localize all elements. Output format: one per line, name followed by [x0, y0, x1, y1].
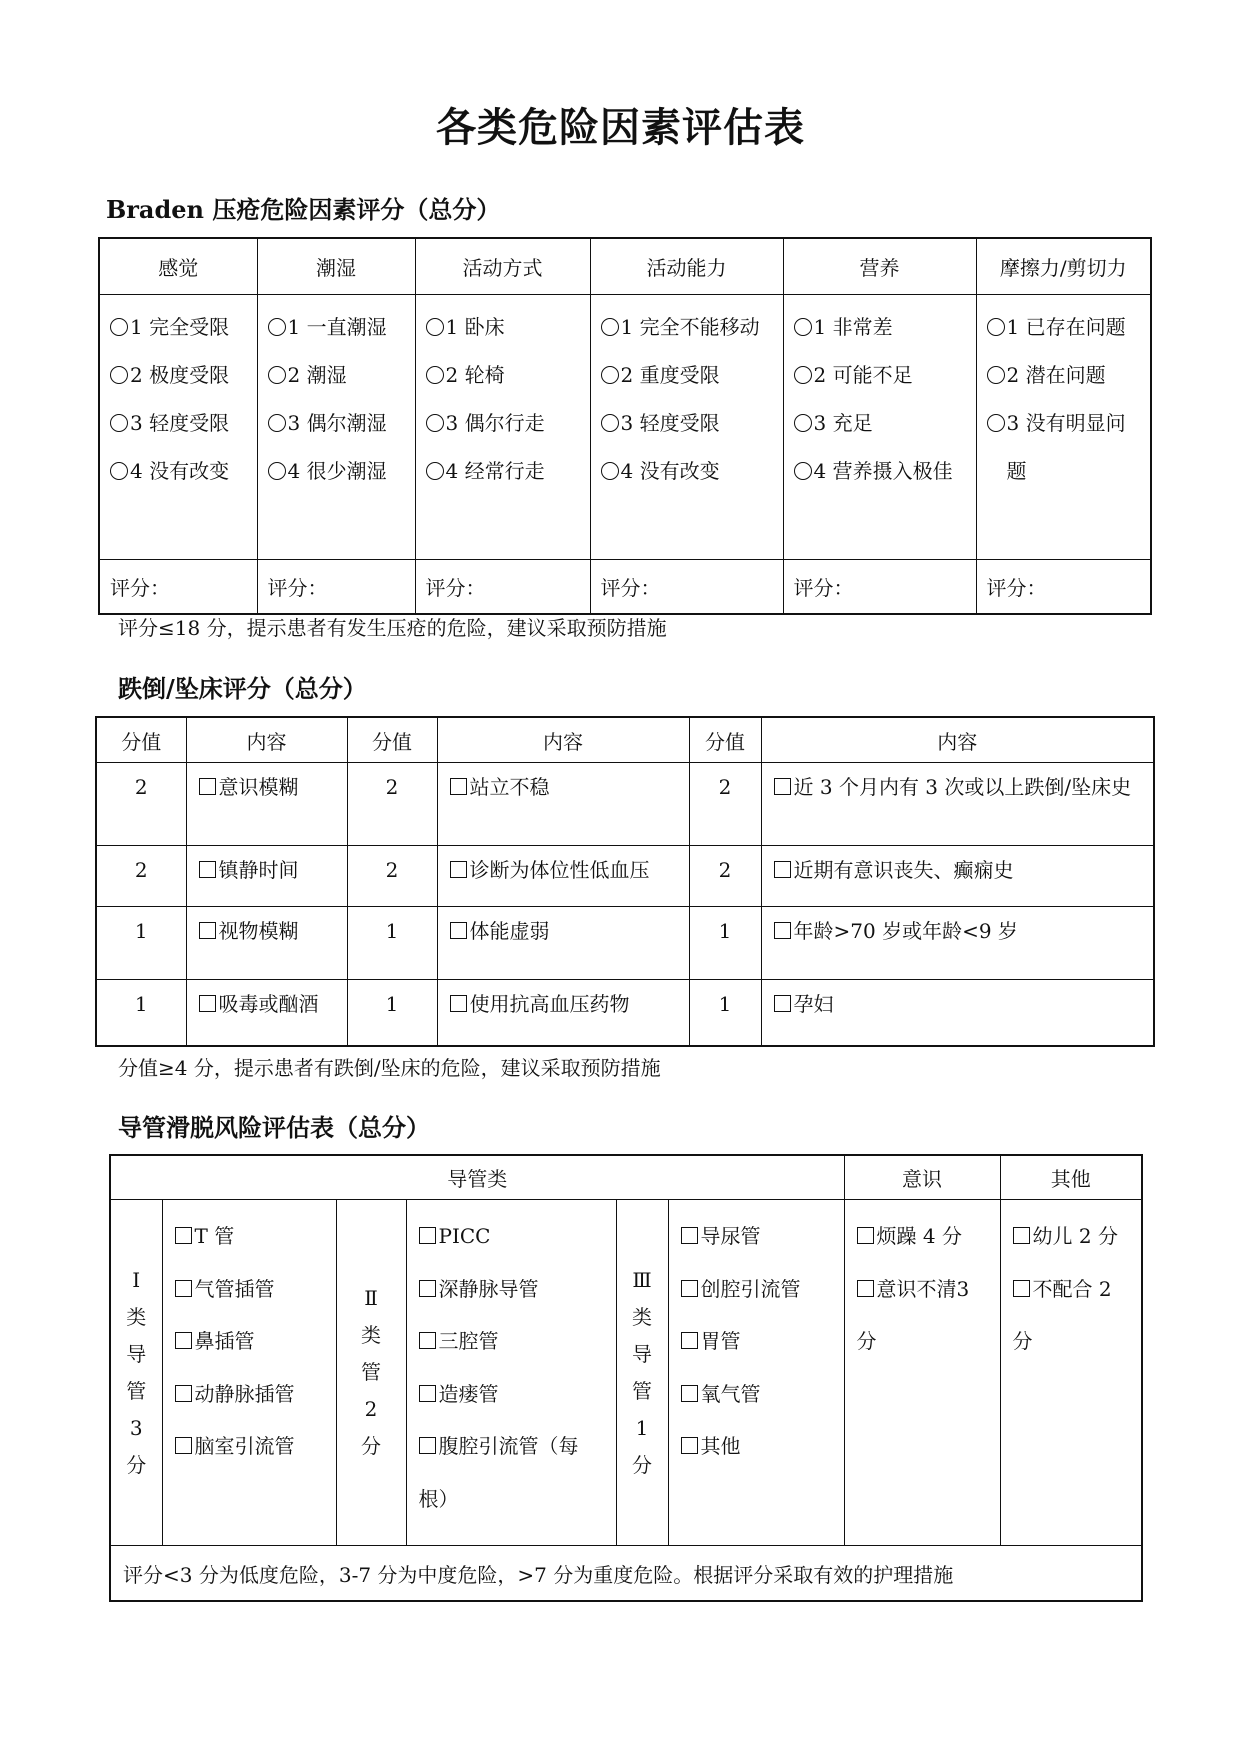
checkbox-label: 创腔引流管 — [700, 1276, 801, 1301]
checkbox-label: T 管 — [194, 1224, 235, 1248]
catheter-header-row — [110, 1155, 1142, 1200]
checkbox-item[interactable] — [437, 846, 689, 907]
score-value: 1 — [96, 980, 186, 1046]
checkbox-icon — [419, 1385, 436, 1402]
checkbox-item[interactable] — [437, 980, 689, 1046]
braden-note: 评分≤18 分，提示患者有发生压疮的危险，建议采取预防措施 — [118, 616, 667, 640]
score-value: 2 — [96, 763, 186, 846]
radio-circle-icon — [794, 366, 812, 384]
checkbox-icon — [450, 778, 467, 795]
option-label: 2 重度受限 — [620, 363, 720, 387]
radio-circle-icon — [268, 366, 286, 384]
checkbox-item[interactable] — [761, 846, 1154, 907]
checkbox-item[interactable] — [681, 1368, 836, 1421]
checkbox-label: 烦躁 4 分 — [876, 1224, 962, 1248]
braden-options-row — [99, 295, 1151, 560]
option-label: 1 一直潮湿 — [287, 315, 387, 339]
checkbox-item[interactable] — [419, 1210, 608, 1263]
checkbox-label: 造瘘管 — [438, 1381, 499, 1406]
checkbox-icon — [419, 1332, 436, 1349]
class2-items — [406, 1200, 616, 1546]
radio-option[interactable] — [268, 351, 407, 399]
checkbox-label: 意识不清3 分 — [856, 1276, 970, 1353]
option-label: 2 可能不足 — [813, 363, 913, 387]
score-value: 1 — [689, 980, 761, 1046]
radio-circle-icon — [794, 462, 812, 480]
option-label: 4 没有改变 — [620, 459, 720, 483]
checkbox-icon — [419, 1227, 436, 1244]
radio-option[interactable] — [110, 351, 249, 399]
checkbox-item[interactable] — [175, 1263, 328, 1316]
radio-option[interactable] — [426, 399, 582, 447]
checkbox-item[interactable] — [681, 1210, 836, 1263]
catheter-header-consciousness: 意识 — [844, 1155, 1000, 1200]
fall-table — [95, 716, 1155, 1047]
fall-header-row — [96, 717, 1154, 763]
radio-circle-icon — [601, 318, 619, 336]
braden-table — [98, 237, 1152, 615]
radio-option[interactable] — [987, 351, 1143, 399]
checkbox-icon — [774, 778, 791, 795]
checkbox-icon — [774, 922, 791, 939]
radio-option[interactable] — [794, 351, 968, 399]
checkbox-label: 三腔管 — [438, 1329, 499, 1353]
option-label: 4 没有改变 — [130, 459, 230, 483]
option-label: 1 卧床 — [445, 315, 505, 339]
score-value: 1 — [96, 907, 186, 980]
score-value: 2 — [96, 846, 186, 907]
radio-option[interactable] — [794, 399, 968, 447]
fall-header-score: 分值 — [96, 717, 186, 763]
radio-option[interactable] — [601, 447, 775, 495]
class2-label: Ⅱ 类 管 2 分 — [336, 1200, 406, 1546]
checkbox-icon — [681, 1280, 698, 1297]
checkbox-item[interactable] — [186, 907, 347, 980]
checkbox-item[interactable] — [419, 1420, 608, 1525]
checkbox-label: 年龄>70 岁或年龄<9 岁 — [793, 919, 1018, 943]
radio-circle-icon — [268, 318, 286, 336]
checkbox-label: 使用抗高血压药物 — [469, 992, 630, 1016]
checkbox-icon — [175, 1385, 192, 1402]
option-label: 4 营养摄入极佳 — [813, 459, 953, 483]
score-field[interactable]: 评分： — [783, 560, 976, 615]
radio-circle-icon — [794, 414, 812, 432]
checkbox-label: 近期有意识丧失、癫痫史 — [793, 858, 1014, 882]
radio-circle-icon — [987, 414, 1005, 432]
radio-circle-icon — [268, 414, 286, 432]
checkbox-item[interactable] — [681, 1420, 836, 1473]
checkbox-item[interactable] — [761, 980, 1154, 1046]
score-field[interactable]: 评分： — [976, 560, 1151, 615]
option-label: 1 已存在问题 — [1006, 315, 1126, 339]
checkbox-icon — [199, 861, 216, 878]
checkbox-label: 气管插管 — [194, 1276, 275, 1301]
option-label: 3 没有明显问题 — [1006, 411, 1126, 483]
option-label: 2 潮湿 — [287, 363, 347, 387]
table-row — [96, 907, 1154, 980]
option-label: 1 非常差 — [813, 315, 893, 339]
checkbox-icon — [857, 1280, 874, 1297]
radio-circle-icon — [601, 462, 619, 480]
option-label: 4 很少潮湿 — [287, 459, 387, 483]
checkbox-label: 诊断为体位性低血压 — [469, 858, 650, 882]
fall-header-score: 分值 — [347, 717, 437, 763]
checkbox-icon — [681, 1385, 698, 1402]
braden-header-friction: 摩擦力/剪切力 — [976, 238, 1151, 295]
radio-option[interactable] — [426, 303, 582, 351]
checkbox-item[interactable] — [186, 846, 347, 907]
checkbox-item[interactable] — [175, 1210, 328, 1263]
option-label: 3 轻度受限 — [130, 411, 230, 435]
braden-options-activity — [415, 295, 590, 560]
checkbox-icon — [175, 1332, 192, 1349]
braden-header-mobility: 活动能力 — [590, 238, 783, 295]
score-value: 1 — [347, 980, 437, 1046]
option-label: 2 极度受限 — [130, 363, 230, 387]
catheter-items-row — [110, 1200, 1142, 1546]
checkbox-icon — [681, 1227, 698, 1244]
checkbox-item[interactable] — [437, 907, 689, 980]
checkbox-label: 脑室引流管 — [194, 1434, 295, 1458]
document-title: 各类危险因素评估表 — [436, 105, 805, 151]
radio-circle-icon — [601, 366, 619, 384]
table-row — [96, 763, 1154, 846]
braden-header-moisture: 潮湿 — [257, 238, 415, 295]
other-items — [1000, 1200, 1142, 1546]
checkbox-label: 导尿管 — [700, 1224, 761, 1248]
checkbox-item[interactable] — [175, 1420, 328, 1473]
checkbox-item[interactable] — [419, 1315, 608, 1368]
option-label: 1 完全不能移动 — [620, 315, 760, 339]
checkbox-icon — [450, 922, 467, 939]
braden-score-row — [99, 560, 1151, 615]
fall-note: 分值≥4 分，提示患者有跌倒/坠床的危险，建议采取预防措施 — [118, 1056, 661, 1080]
checkbox-item[interactable] — [175, 1368, 328, 1421]
braden-header-sensation: 感觉 — [99, 238, 257, 295]
fall-section-title: 跌倒/坠床评分（总分） — [118, 674, 367, 703]
checkbox-label: 其他 — [700, 1434, 741, 1458]
checkbox-item[interactable] — [1013, 1263, 1134, 1368]
score-value: 1 — [689, 907, 761, 980]
score-field[interactable]: 评分： — [257, 560, 415, 615]
checkbox-icon — [681, 1332, 698, 1349]
radio-circle-icon — [110, 318, 128, 336]
radio-option[interactable] — [601, 303, 775, 351]
checkbox-label: 体能虚弱 — [469, 919, 550, 943]
radio-circle-icon — [268, 462, 286, 480]
checkbox-item[interactable] — [857, 1210, 992, 1263]
catheter-header-types: 导管类 — [110, 1155, 844, 1200]
fall-header-content: 内容 — [437, 717, 689, 763]
checkbox-icon — [199, 778, 216, 795]
radio-circle-icon — [426, 366, 444, 384]
table-row — [96, 846, 1154, 907]
checkbox-label: 氧气管 — [700, 1381, 761, 1406]
class3-label: Ⅲ 类 导 管 1 分 — [616, 1200, 668, 1546]
checkbox-icon — [175, 1280, 192, 1297]
checkbox-item[interactable] — [175, 1315, 328, 1368]
checkbox-icon — [175, 1227, 192, 1244]
radio-circle-icon — [987, 366, 1005, 384]
radio-option[interactable] — [268, 447, 407, 495]
fall-header-content: 内容 — [186, 717, 347, 763]
catheter-table — [109, 1154, 1143, 1602]
radio-option[interactable] — [426, 351, 582, 399]
score-value: 2 — [689, 763, 761, 846]
checkbox-label: PICC — [438, 1224, 491, 1248]
catheter-section-title: 导管滑脱风险评估表（总分） — [118, 1113, 430, 1142]
checkbox-icon — [450, 995, 467, 1012]
score-value: 2 — [347, 763, 437, 846]
radio-option[interactable] — [426, 447, 582, 495]
checkbox-icon — [419, 1437, 436, 1454]
checkbox-label: 视物模糊 — [218, 919, 299, 943]
checkbox-label: 意识模糊 — [218, 775, 299, 799]
option-label: 3 偶尔行走 — [445, 411, 545, 435]
braden-header-activity: 活动方式 — [415, 238, 590, 295]
radio-option[interactable] — [268, 303, 407, 351]
checkbox-item[interactable] — [857, 1263, 992, 1368]
catheter-header-other: 其他 — [1000, 1155, 1142, 1200]
braden-options-friction — [976, 295, 1151, 560]
checkbox-icon — [419, 1280, 436, 1297]
checkbox-label: 腹腔引流管（每根） — [418, 1434, 579, 1511]
option-label: 3 轻度受限 — [620, 411, 720, 435]
braden-header-row — [99, 238, 1151, 295]
checkbox-label: 孕妇 — [793, 992, 834, 1016]
braden-options-moisture — [257, 295, 415, 560]
braden-section-title: Braden 压疮危险因素评分（总分） — [106, 195, 501, 224]
checkbox-icon — [1013, 1280, 1030, 1297]
checkbox-item[interactable] — [419, 1263, 608, 1316]
radio-option[interactable] — [601, 351, 775, 399]
checkbox-label: 鼻插管 — [194, 1329, 255, 1353]
braden-options-mobility — [590, 295, 783, 560]
radio-option[interactable] — [794, 303, 968, 351]
radio-circle-icon — [426, 462, 444, 480]
radio-circle-icon — [110, 366, 128, 384]
option-label: 1 完全受限 — [130, 315, 230, 339]
checkbox-item[interactable] — [186, 980, 347, 1046]
checkbox-item[interactable] — [681, 1263, 836, 1316]
radio-option[interactable] — [110, 399, 249, 447]
checkbox-item[interactable] — [1013, 1210, 1134, 1263]
radio-circle-icon — [601, 414, 619, 432]
checkbox-label: 站立不稳 — [469, 775, 550, 799]
radio-option[interactable] — [110, 447, 249, 495]
score-field[interactable]: 评分： — [99, 560, 257, 615]
catheter-footer-note: 评分<3 分为低度危险，3-7 分为中度危险，>7 分为重度危险。根据评分采取有效的护理措施 — [110, 1546, 1142, 1602]
radio-option[interactable] — [268, 399, 407, 447]
radio-option[interactable] — [110, 303, 249, 351]
braden-header-nutrition: 营养 — [783, 238, 976, 295]
score-value: 2 — [689, 846, 761, 907]
checkbox-icon — [199, 995, 216, 1012]
radio-option[interactable] — [987, 399, 1143, 495]
fall-header-content: 内容 — [761, 717, 1154, 763]
braden-options-nutrition — [783, 295, 976, 560]
braden-options-sensation — [99, 295, 257, 560]
radio-option[interactable] — [601, 399, 775, 447]
option-label: 3 充足 — [813, 411, 873, 435]
catheter-footer-row — [110, 1546, 1142, 1602]
checkbox-label: 动静脉插管 — [194, 1381, 295, 1406]
checkbox-item[interactable] — [761, 907, 1154, 980]
checkbox-icon — [199, 922, 216, 939]
option-label: 4 经常行走 — [445, 459, 545, 483]
score-value: 1 — [347, 907, 437, 980]
checkbox-label: 近 3 个月内有 3 次或以上跌倒/坠床史 — [793, 775, 1132, 799]
radio-circle-icon — [110, 414, 128, 432]
checkbox-icon — [681, 1437, 698, 1454]
checkbox-icon — [774, 995, 791, 1012]
checkbox-label: 吸毒或酗酒 — [218, 992, 319, 1016]
radio-circle-icon — [794, 318, 812, 336]
radio-circle-icon — [426, 318, 444, 336]
checkbox-label: 幼儿 2 分 — [1032, 1224, 1118, 1248]
radio-option[interactable] — [987, 303, 1143, 351]
score-field[interactable]: 评分： — [415, 560, 590, 615]
checkbox-item[interactable] — [681, 1315, 836, 1368]
score-field[interactable]: 评分： — [590, 560, 783, 615]
option-label: 3 偶尔潮湿 — [287, 411, 387, 435]
checkbox-icon — [1013, 1227, 1030, 1244]
checkbox-icon — [175, 1437, 192, 1454]
checkbox-label: 胃管 — [700, 1329, 741, 1353]
checkbox-item[interactable] — [419, 1368, 608, 1421]
checkbox-item[interactable] — [761, 763, 1154, 846]
consciousness-items — [844, 1200, 1000, 1546]
checkbox-icon — [774, 861, 791, 878]
option-label: 2 潜在问题 — [1006, 363, 1106, 387]
class1-items — [162, 1200, 336, 1546]
fall-header-score: 分值 — [689, 717, 761, 763]
checkbox-item[interactable] — [437, 763, 689, 846]
radio-circle-icon — [110, 462, 128, 480]
checkbox-icon — [857, 1227, 874, 1244]
radio-circle-icon — [426, 414, 444, 432]
radio-circle-icon — [987, 318, 1005, 336]
checkbox-label: 不配合 2 分 — [1012, 1276, 1112, 1353]
checkbox-label: 深静脉导管 — [438, 1276, 539, 1301]
score-value: 2 — [347, 846, 437, 907]
checkbox-icon — [450, 861, 467, 878]
class1-label: Ⅰ 类 导 管 3 分 — [110, 1200, 162, 1546]
option-label: 2 轮椅 — [445, 363, 505, 387]
checkbox-item[interactable] — [186, 763, 347, 846]
checkbox-label: 镇静时间 — [218, 858, 299, 882]
table-row — [96, 980, 1154, 1046]
radio-option[interactable] — [794, 447, 968, 495]
class3-items — [668, 1200, 844, 1546]
